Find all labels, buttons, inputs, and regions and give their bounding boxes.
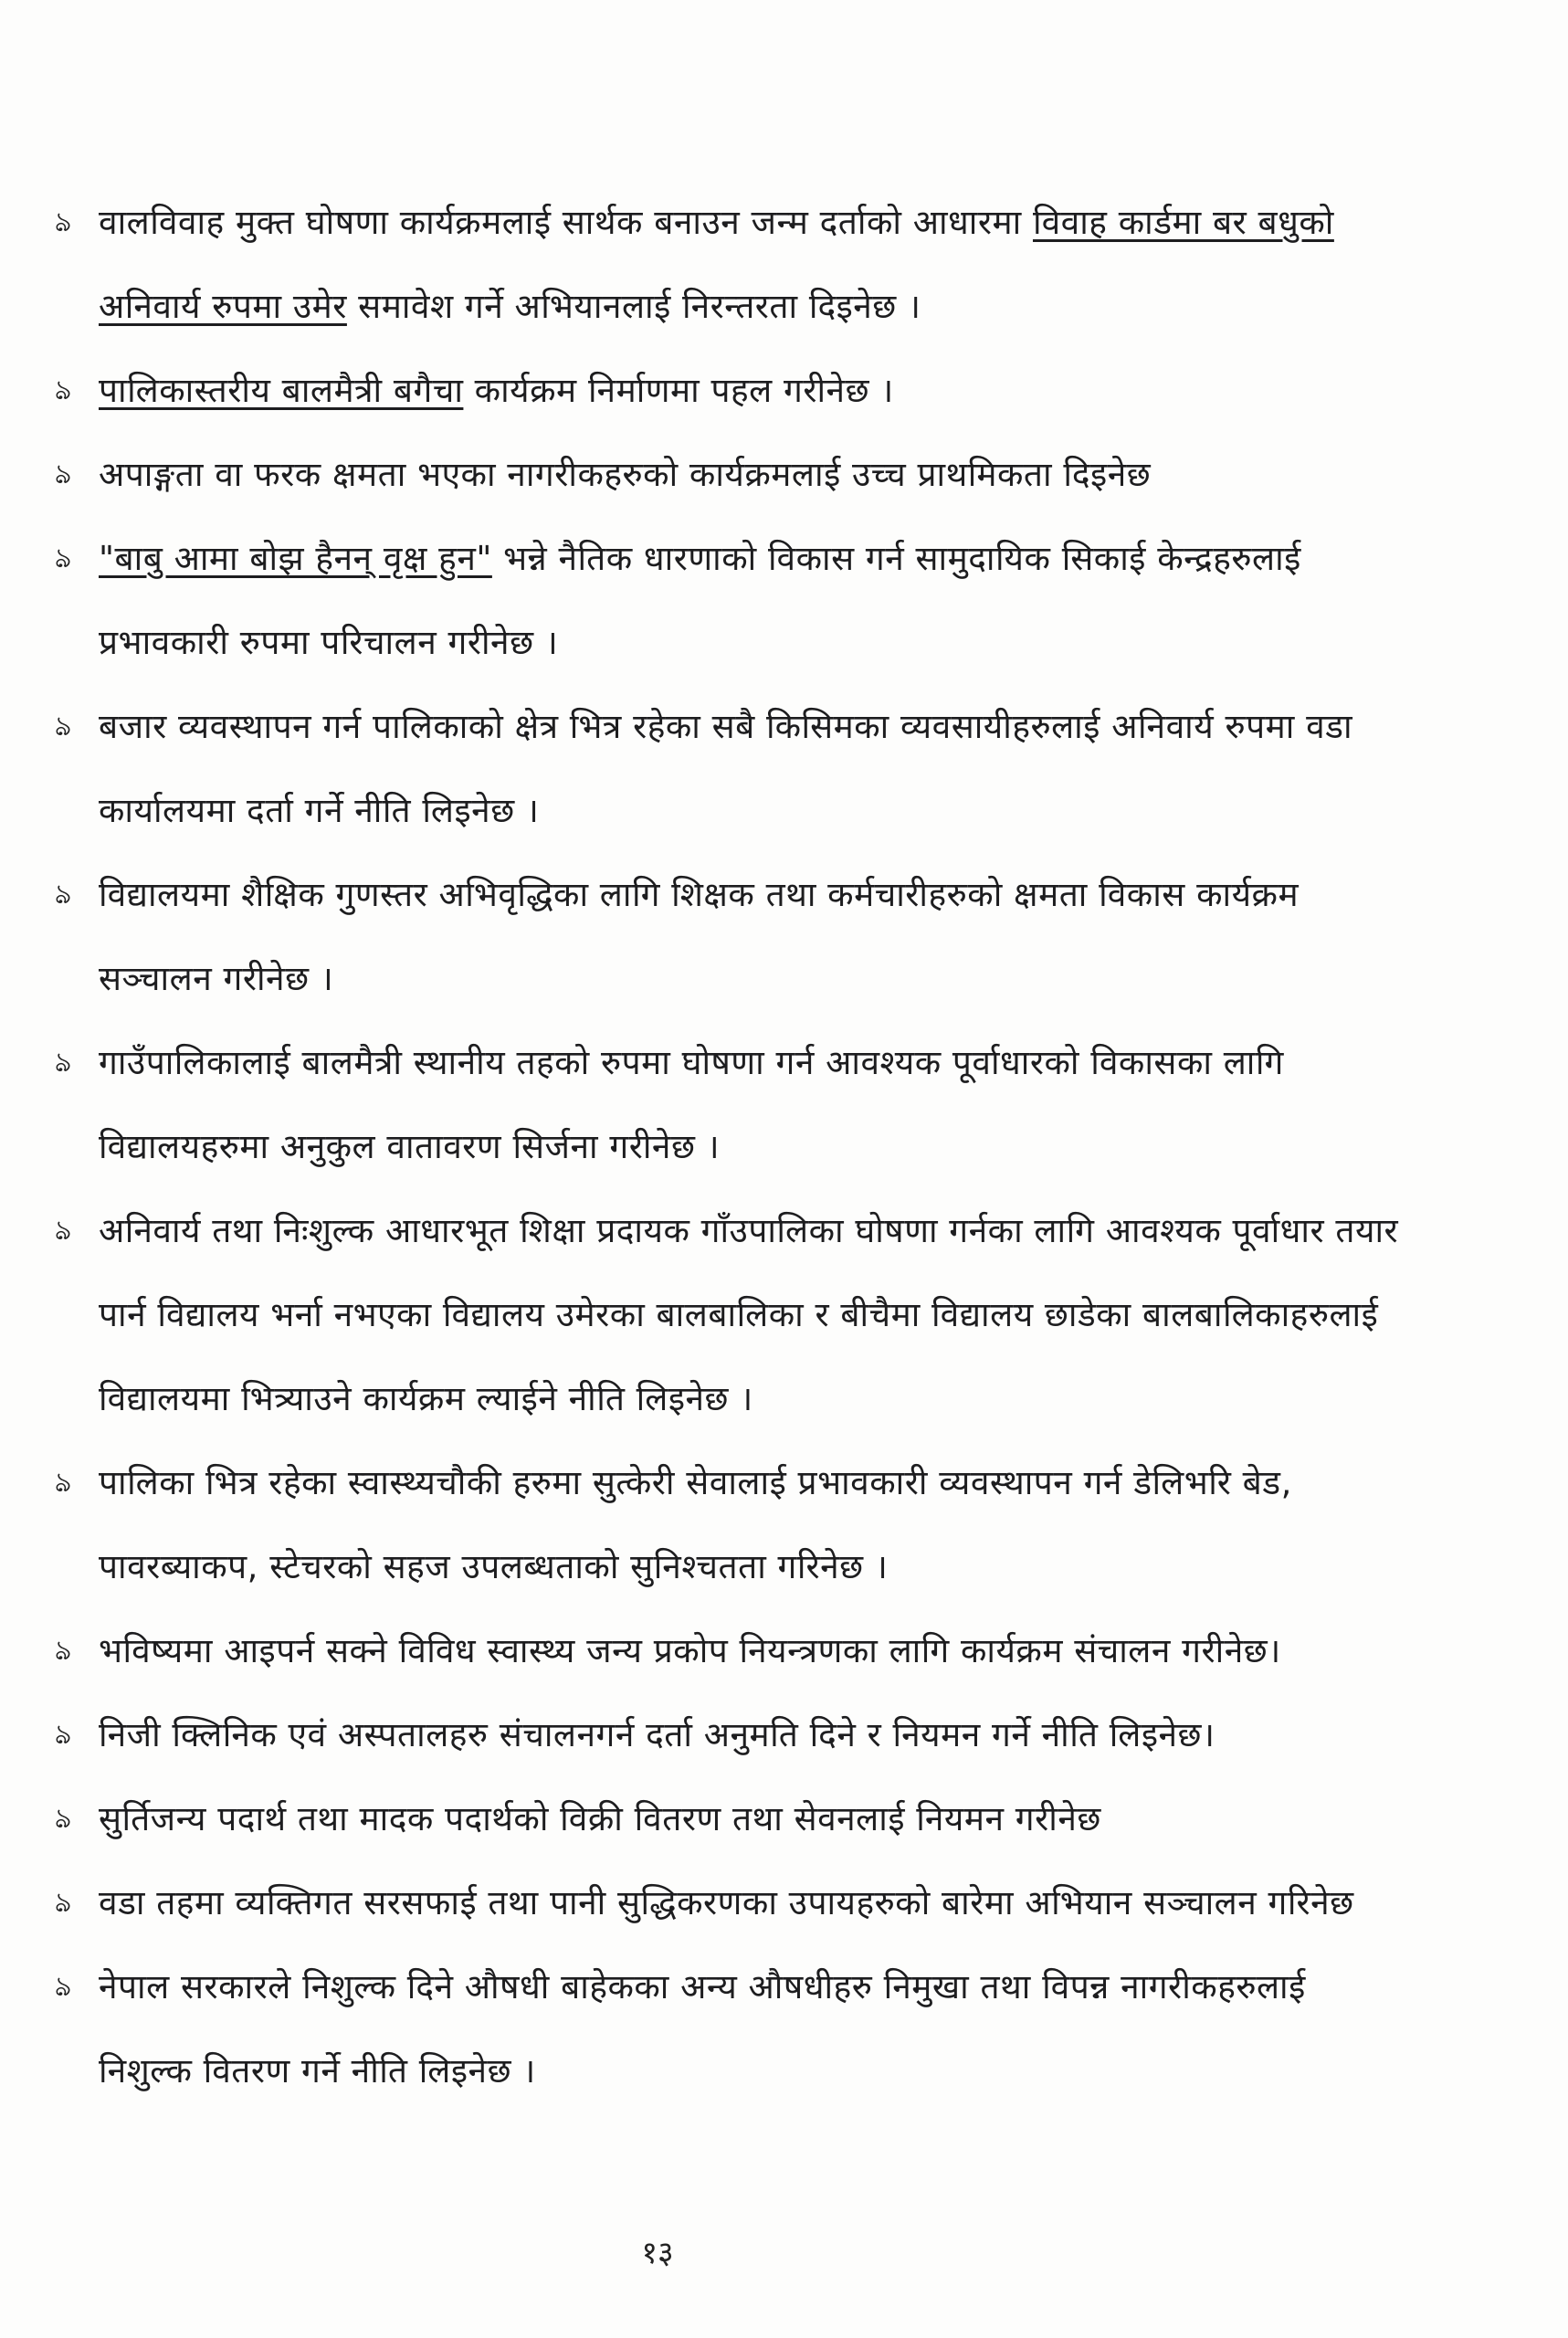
bullet-icon: ঌ: [55, 711, 72, 742]
bullet-icon: ঌ: [55, 1971, 72, 2003]
bullet-icon: ঌ: [55, 1047, 72, 1079]
item-text: वालविवाह मुक्त घोषणा कार्यक्रमलाई सार्थक बनाउन जन्म दर्ताको आधारमा विवाह कार्डमा बर बधुको अनिवार्य रुपमा उमेर समावेश गर्ने अभियानलाई निरन्तरता दिइनेछ ।: [99, 203, 1334, 326]
item-text: विद्यालयमा शैक्षिक गुणस्तर अभिवृद्धिका लागि शिक्षक तथा कर्मचारीहरुको क्षमता विकास कार्यक्रम सञ्चालन गरीनेछ ।: [99, 875, 1300, 998]
item-text: भविष्यमा आइपर्न सक्ने विविध स्वास्थ्य जन्य प्रकोप नियन्त्रणका लागि कार्यक्रम संचालन गरीनेछ।: [99, 1631, 1281, 1670]
list-item: [55, 349, 1406, 433]
item-text: गाउँपालिकालाई बालमैत्री स्थानीय तहको रुपमा घोषणा गर्न आवश्यक पूर्वाधारको विकासका लागि विद्यालयहरुमा अनुकुल वातावरण सिर्जना गरीनेछ ।: [99, 1043, 1284, 1166]
bullet-icon: ঌ: [55, 458, 72, 490]
item-text: "बाबु आमा बोझ हैनन् वृक्ष हुन" भन्ने नैतिक धारणाको विकास गर्न सामुदायिक सिकाई केन्द्रहरुलाई प्रभावकारी रुपमा परिचालन गरीनेछ ।: [99, 539, 1301, 662]
bullet-icon: ঌ: [55, 1719, 72, 1751]
item-text: अपाङ्गता वा फरक क्षमता भएका नागरीकहरुको कार्यक्रमलाई उच्च प्राथमिकता दिइनेछ: [99, 455, 1152, 494]
list-item: [55, 1441, 1406, 1609]
item-text: निजी क्लिनिक एवं अस्पतालहरु संचालनगर्न दर्ता अनुमति दिने र नियमन गर्ने नीति लिइनेछ।: [99, 1715, 1215, 1754]
list-item: [55, 1189, 1406, 1441]
item-text: पालिकास्तरीय बालमैत्री बगैचा कार्यक्रम निर्माणमा पहल गरीनेछ ।: [99, 371, 894, 410]
bullet-icon: ঌ: [55, 1467, 72, 1499]
list-item: [55, 433, 1406, 517]
policy-list: [55, 181, 1406, 2113]
list-item: [55, 685, 1406, 853]
underlined-text: विवाह कार्डमा बर बधुको अनिवार्य रुपमा उमेर: [99, 203, 1334, 326]
bullet-icon: ঌ: [55, 1803, 72, 1835]
item-text: नेपाल सरकारले निशुल्क दिने औषधी बाहेकका अन्य औषधीहरु निमुखा तथा विपन्न नागरीकहरुलाई निशुल्क वितरण गर्ने नीति लिइनेछ ।: [99, 1967, 1306, 2091]
page-number: १३: [641, 2235, 674, 2271]
list-item: [55, 1021, 1406, 1189]
bullet-icon: ঌ: [55, 879, 72, 911]
list-item: [55, 1945, 1406, 2113]
bullet-icon: ঌ: [55, 206, 72, 238]
item-text: बजार व्यवस्थापन गर्न पालिकाको क्षेत्र भित्र रहेका सबै किसिमका व्यवसायीहरुलाई अनिवार्य रुपमा वडा कार्यालयमा दर्ता गर्ने नीति लिइनेछ ।: [99, 707, 1353, 830]
item-text: पालिका भित्र रहेका स्वास्थ्यचौकी हरुमा सुत्केरी सेवालाई प्रभावकारी व्यवस्थापन गर्न डेलिभरि बेड, पावरब्याकप, स्टेचरको सहज उपलब्धताको सुनिश्चतता गरिनेछ ।: [99, 1463, 1292, 1586]
list-item: [55, 1693, 1406, 1777]
item-text: अनिवार्य तथा निःशुल्क आधारभूत शिक्षा प्रदायक गाँउपालिका घोषणा गर्नका लागि आवश्यक पूर्वाधार तयार पार्न विद्यालय भर्ना नभएका विद्यालय उमेरका बालबालिका र बीचैमा विद्यालय छाडेका बालबालिकाहरुलाई विद्यालयमा भित्र्याउने कार्यक्रम ल्याईने नीति लिइनेछ ।: [99, 1211, 1399, 1418]
bullet-icon: ঌ: [55, 1215, 72, 1247]
list-item: [55, 1609, 1406, 1693]
bullet-icon: ঌ: [55, 374, 72, 406]
list-item: [55, 853, 1406, 1021]
list-item: [55, 1861, 1406, 1945]
underlined-text: पालिकास्तरीय बालमैत्री बगैचा: [99, 371, 464, 410]
list-item: [55, 517, 1406, 685]
list-item: [55, 1777, 1406, 1861]
list-item: [55, 181, 1406, 349]
bullet-icon: ঌ: [55, 1635, 72, 1667]
underlined-text: "बाबु आमा बोझ हैनन् वृक्ष हुन": [99, 539, 492, 578]
item-text: वडा तहमा व्यक्तिगत सरसफाई तथा पानी सुद्धिकरणका उपायहरुको बारेमा अभियान सञ्चालन गरिनेछ: [99, 1883, 1354, 1922]
bullet-icon: ঌ: [55, 542, 72, 574]
bullet-icon: ঌ: [55, 1887, 72, 1919]
item-text: सुर्तिजन्य पदार्थ तथा मादक पदार्थको विक्री वितरण तथा सेवनलाई नियमन गरीनेछ: [99, 1799, 1101, 1838]
